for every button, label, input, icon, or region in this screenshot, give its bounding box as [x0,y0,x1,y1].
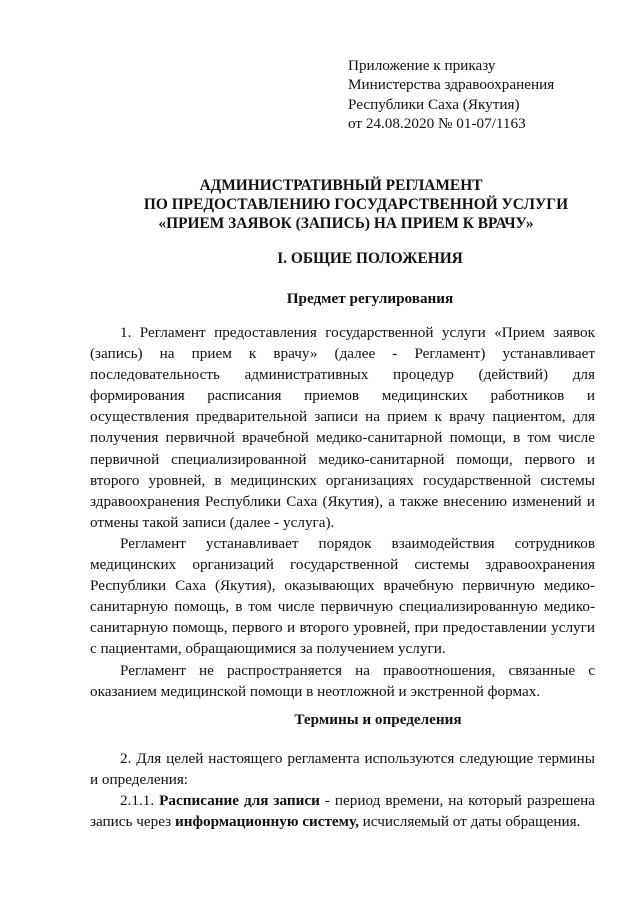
title-line-2: ПО ПРЕДОСТАВЛЕНИЮ ГОСУДАРСТВЕННОЙ УСЛУГИ [143,196,569,213]
document-title [0,176,640,233]
annex-line-2: Министерства здравоохранения [348,76,555,94]
terms-paragraph-2 [90,790,595,832]
annex-reference [348,56,554,134]
term-schedule: Расписание для записи [159,792,320,810]
terms-body [90,748,595,832]
paragraph-1: 1. Регламент предоставления государственной услуги «Прием заявок (запись) на прием к врачу» (далее - Регламент) устанавливает последовательность административных процедур (действий) для формирования расписания приемов медицинских работников и осуществления предварительной записи на прием к врачу пациентом, для получения первичной врачебной медико-санитарной помощи, в том числе первичной специализированной медико-санитарной помощи, первого и второго уровней, в медицинских организациях государственной системы здравоохранения Республики Саха (Якутия), а также внесению изменений и отмены такой записи (далее - услуга). [90,324,595,531]
term-info-system: информационную систему, [174,813,359,831]
paragraph-2: Регламент устанавливает порядок взаимодействия сотрудников медицинских организаций государственной системы здравоохранения Республики Саха (Якутия), оказывающих врачебную первичную медико-санитарную помощь, в том числе первичную специализированную медико-санитарную помощь, первого и второго уровней, при предоставлении услуги с пациентами, обращающимися за получением услуги. [90,534,595,658]
title-line-1: АДМИНИСТРАТИВНЫЙ РЕГЛАМЕНТ [199,177,483,194]
title-line-3: «ПРИЕМ ЗАЯВОК (ЗАПИСЬ) НА ПРИЕМ К ВРАЧУ» [158,215,534,232]
annex-line-4: от 24.08.2020 № 01-07/1163 [348,115,526,133]
term-text-end: исчисляемый от даты обращения. [358,813,581,831]
annex-line-3: Республики Саха (Якутия) [348,95,520,113]
section1-body [90,322,595,702]
term-text: - период времени, на который разрешена запись через [90,792,595,831]
terms-paragraph-1: 2. Для целей настоящего регламента используются следующие термины и определения: [90,750,595,789]
section-heading: I. ОБЩИЕ ПОЛОЖЕНИЯ [277,250,463,267]
subheading-terms: Термины и определения [294,711,462,728]
subheading-subject: Предмет регулирования [286,290,454,307]
term-number: 2.1.1. [120,792,160,810]
paragraph-3: Регламент не распространяется на правоотношения, связанные с оказанием медицинской помощи в неотложной и экстренной формах. [90,661,595,700]
annex-line-1: Приложение к приказу [348,57,496,74]
